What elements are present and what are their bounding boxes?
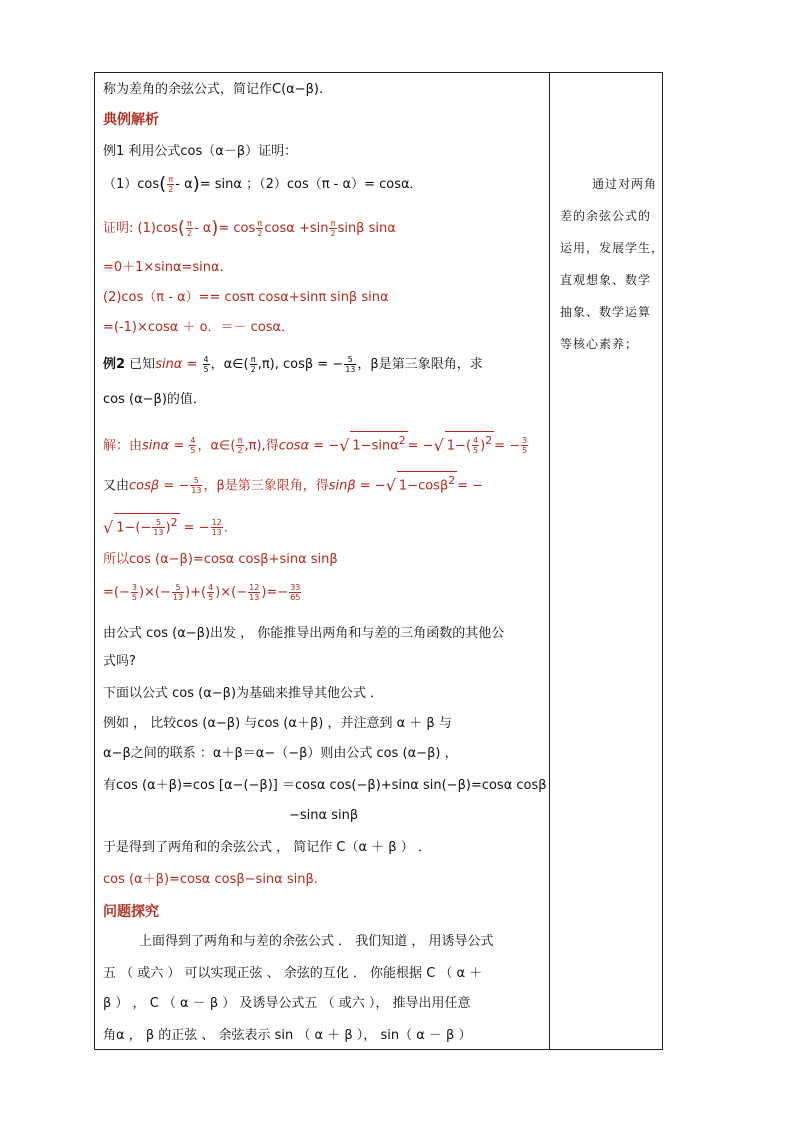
inquiry-line-4: 角α ， β 的正弦 、 余弦表示 sin （ α ＋ β ）， sin（ α － β ） <box>103 1028 472 1043</box>
question-derive: 由公式 cos (α−β)出发 ， 你能推导出两角和与差的三角函数的其他公 <box>103 626 505 641</box>
derive-compare: 例如 ， 比较cos (α−β) 与cos (α＋β) ，并注意到 α ＋ β 与 <box>103 716 452 731</box>
side-note-4: 直观想象、数学 <box>560 273 652 287</box>
lesson-table <box>94 72 663 1050</box>
solution-result: =(− $\frac{3}{5}$ )×(− $\frac{5}{13}$ )+( $\frac{4}{5}$ )×(− $\frac{12}{13}$ )=− $\frac{33}{65}$ <box>103 583 301 602</box>
side-note-1: 通过对两角 <box>592 177 658 191</box>
inquiry-line-3: β ） ， C （ α － β ） 及诱导公式五 （ 或六 ）， 推导出用任意 <box>103 996 471 1011</box>
side-note-5: 抽象、数学运算 <box>560 305 652 319</box>
side-note-6: 等核心素养； <box>560 337 639 351</box>
derive-intro: 下面以公式 cos (α−β)为基础来推导其他公式 ． <box>103 686 384 701</box>
inquiry-line-1: 上面得到了两角和与差的余弦公式 ． 我们知道 ， 用诱导公式 <box>139 934 494 949</box>
derive-relation: α−β之间的联系 ：α＋β＝α−（−β）则由公式 cos (α−β) ， <box>103 746 458 761</box>
question-derive-cont: 式吗? <box>103 654 136 669</box>
solution-sin-beta: 又由cosβ = − $\frac{5}{13}$ ，β是第三象限角，得sinβ = −√ 1−cosβ$^2$ = − <box>103 471 483 495</box>
solution-cos-alpha: 解：由sinα = $\frac{4}{5}$ ，α∈( $\frac{\pi}{2}$ ,π),得cosα = −√ 1−sinα$^2$ = −√ 1−( $\frac{4}{5}$ )$^2$ = − $\frac{3}{5}$ <box>103 431 529 455</box>
derive-expansion: 有cos (α＋β)=cos [α−(−β)] ＝cosα cos(−β)+sinα sin(−β)=cosα cosβ <box>103 778 547 793</box>
sum-formula-intro: 于是得到了两角和的余弦公式 ， 简记作 C（α ＋ β ） ． <box>103 840 431 855</box>
proof2-result: =(-1)×cosα ＋ o．＝－ cosα． <box>103 320 295 335</box>
section-header-inquiry: 问题探究 <box>103 904 159 920</box>
proof1-result: =0＋1×sinα=sinα． <box>103 260 233 275</box>
derive-expansion-cont: −sinα sinβ <box>289 808 359 823</box>
column-divider <box>549 73 550 1049</box>
example1-items: （1）cos( $\frac{\pi}{2}$ - α)= sinα ；（2）cos（π - α）= cosα． <box>103 173 423 195</box>
section-header-examples: 典例解析 <box>103 112 159 128</box>
side-note-2: 差的余弦公式的 <box>560 209 652 223</box>
example2-title: 例2 已知sinα = $\frac{4}{5}$ ，α∈( $\frac{\pi}{2}$ ,π), cosβ = − $\frac{5}{13}$ ，β是第三象限角，求 <box>103 355 483 374</box>
solution-expansion: 所以cos (α−β)=cosα cosβ+sinα sinβ <box>103 552 338 567</box>
example1-title: 例1 利用公式cos（α－β）证明： <box>103 144 298 159</box>
solution-sin-beta-result: √ 1−(− $\frac{5}{13}$ )$^2$ = − $\frac{12}{13}$ . <box>103 513 228 537</box>
side-note-3: 运用，发展学生， <box>560 241 665 255</box>
inquiry-line-2: 五 （ 或六 ） 可以实现正弦 、 余弦的互化 ． 你能根据 C （ α ＋ <box>103 966 483 981</box>
line-difference-formula: 称为差角的余弦公式，简记作C(α−β). <box>103 82 324 97</box>
proof2-line: (2)cos（π - α）== cosπ cosα+sinπ sinβ sinα <box>103 290 389 305</box>
proof1-line: 证明: (1)cos( $\frac{\pi}{2}$ - α)= cos $\frac{\pi}{2}$ cosα +sin $\frac{\pi}{2}$ sinβ sinα <box>103 217 396 239</box>
sum-formula: cos (α＋β)=cosα cosβ−sinα sinβ. <box>103 872 318 887</box>
example2-question: cos (α−β)的值． <box>103 392 206 407</box>
